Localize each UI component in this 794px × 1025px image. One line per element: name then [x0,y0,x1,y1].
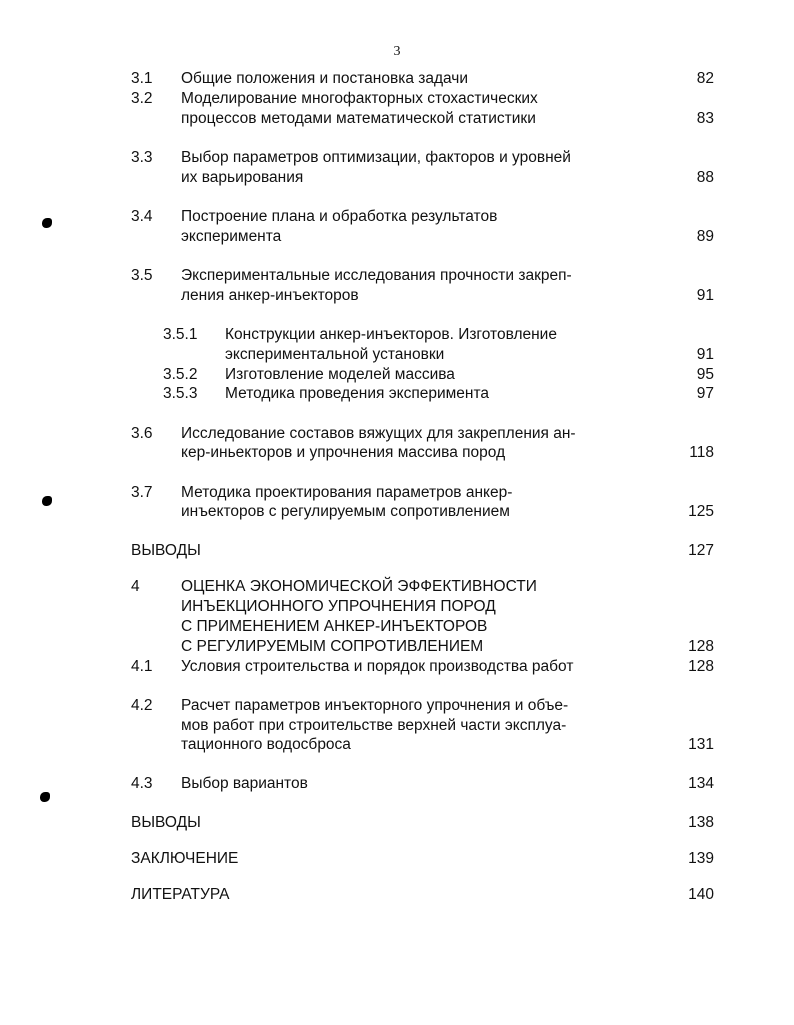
toc-page: 118 [689,444,714,461]
toc-title-line: Изготовление моделей массива [225,366,455,383]
toc-title-line: инъекторов с регулируемым сопротивлением [181,503,510,520]
toc-num: 3.6 [131,425,153,442]
toc-title-line: С ПРИМЕНЕНИЕМ АНКЕР-ИНЪЕКТОРОВ [181,618,488,635]
toc-title-line: их варьирования [181,169,304,186]
toc-page: 89 [696,228,714,245]
toc-num: 4.3 [131,775,153,792]
toc-num: 4 [131,578,140,595]
toc-num: 3.2 [131,90,153,107]
toc-page: 139 [688,850,714,867]
toc-title-line: ЛИТЕРАТУРА [131,886,230,903]
toc-title-line: Выбор вариантов [181,775,308,792]
toc-num: 3.7 [131,484,153,501]
toc-page: 83 [696,110,714,127]
toc-title-line: экспериментальной установки [225,346,445,363]
toc-page: 91 [696,287,714,304]
toc-title-line: Расчет параметров инъекторного упрочнения и объе- [181,697,569,714]
toc-title-line: процессов методами математической статистики [181,110,536,127]
toc-page: 95 [696,366,714,383]
toc-title-line: ления анкер-инъекторов [181,287,359,304]
toc-page: 128 [688,658,714,675]
toc-num: 3.5 [131,267,153,284]
toc-page: 138 [688,814,714,831]
toc-title-line: Методика проектирования параметров анкер- [181,484,513,501]
scan-blot [40,792,50,802]
toc-num: 3.3 [131,149,153,166]
toc-num: 3.5.3 [163,385,198,402]
toc-title-line: ВЫВОДЫ [131,542,201,559]
toc-page: 134 [688,775,714,792]
toc-page: 97 [696,385,714,402]
toc-title-line: С РЕГУЛИРУЕМЫМ СОПРОТИВЛЕНИЕМ [181,638,484,655]
toc-title-line: ИНЪЕКЦИОННОГО УПРОЧНЕНИЯ ПОРОД [181,598,496,615]
toc-num: 3.4 [131,208,153,225]
toc-title-line: Общие положения и постановка задачи [181,70,469,87]
toc-page: 82 [696,70,714,87]
toc-page: 125 [688,503,714,520]
toc-title-line: кер-иньекторов и упрочнения массива пород [181,444,506,461]
toc-title-line: ВЫВОДЫ [131,814,201,831]
toc-num: 3.1 [131,70,153,87]
toc-title-line: Построение плана и обработка результатов [181,208,498,225]
toc-page: 91 [696,346,714,363]
toc-title-line: Исследование составов вяжущих для закрепления ан- [181,425,576,442]
toc-title-line: Конструкции анкер-инъекторов. Изготовление [225,326,557,343]
toc-title-line: тационного водосброса [181,736,351,753]
toc-title-line: ЗАКЛЮЧЕНИЕ [131,850,239,867]
toc-num: 3.5.2 [163,366,198,383]
page-number: 3 [393,44,401,59]
toc-title-line: Условия строительства и порядок производства работ [181,658,574,675]
toc-title-line: ОЦЕНКА ЭКОНОМИЧЕСКОЙ ЭФФЕКТИВНОСТИ [181,578,537,595]
toc-page: 140 [688,886,714,903]
toc-page: 128 [688,638,714,655]
scan-blot [42,496,52,506]
toc-title-line: Моделирование многофакторных стохастических [181,90,538,107]
toc-title-line: мов работ при строительстве верхней части эксплуа- [181,717,567,734]
toc-num: 4.2 [131,697,153,714]
toc-page: 131 [688,736,714,753]
toc-title-line: эксперимента [181,228,282,245]
toc-page: 127 [688,542,714,559]
toc-page: 88 [696,169,714,186]
toc-title-line: Экспериментальные исследования прочности закреп- [181,267,572,284]
toc-num: 3.5.1 [163,326,198,343]
toc-title-line: Методика проведения эксперимента [225,385,489,402]
scan-blot [42,218,52,228]
toc-num: 4.1 [131,658,153,675]
toc-title-line: Выбор параметров оптимизации, факторов и уровней [181,149,571,166]
